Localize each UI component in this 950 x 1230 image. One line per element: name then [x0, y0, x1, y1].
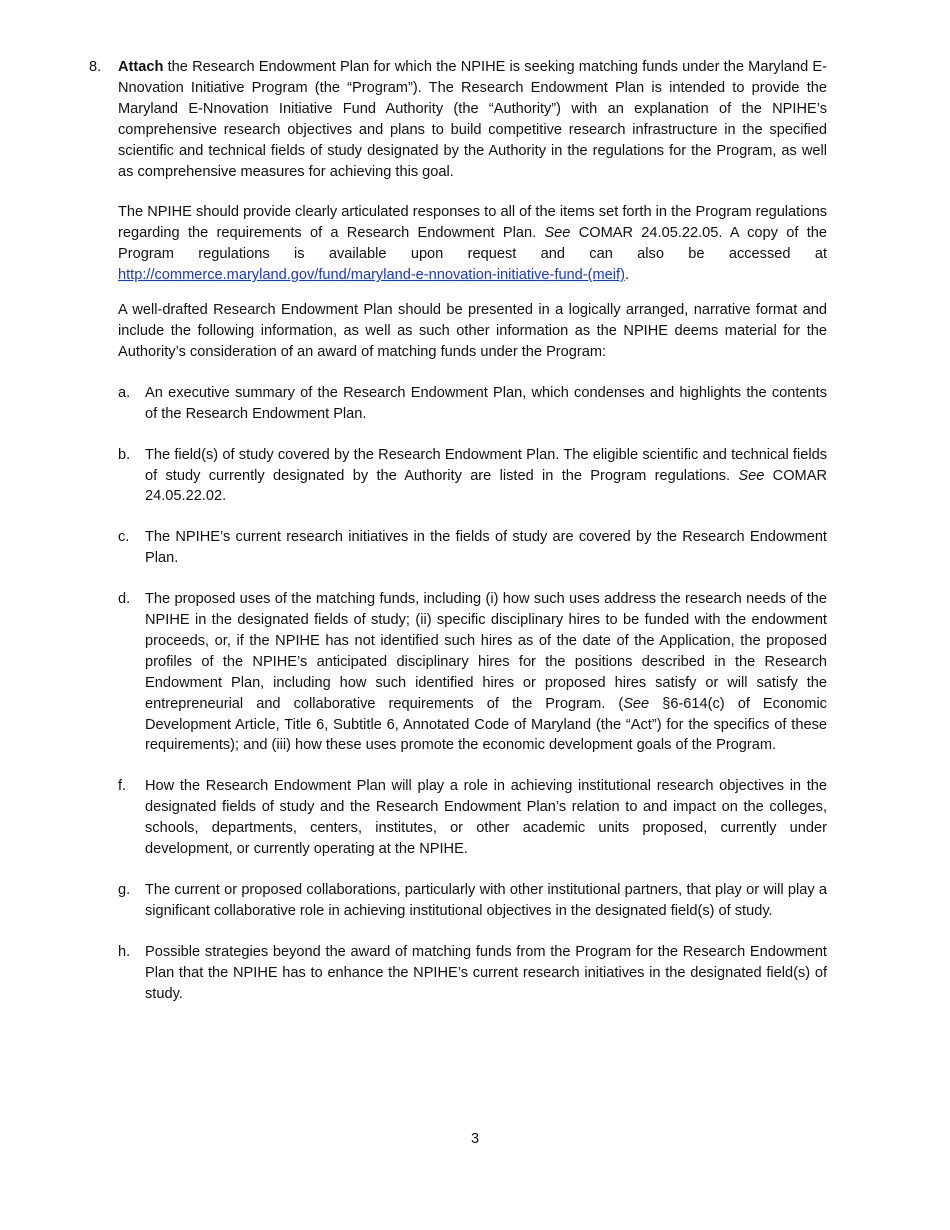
list-item-h	[118, 942, 827, 1005]
list-item-text: The NPIHE’s current research initiatives in the fields of study are covered by the Research Endowment Plan.	[145, 529, 827, 567]
lead-paragraph: A well-drafted Research Endowment Plan should be presented in a logically arranged, narrative format and include the following information, as well as such other information as the NPIHE deems material for the Authority’s consideration of an award of matching funds under the Program:	[118, 302, 827, 360]
list-item-text: How the Research Endowment Plan will play a role in achieving institutional research objectives in the designated fields of study and the Research Endowment Plan’s relation to and impact on the colleges, schools, departments, centers, institutes, or other academic units proposed, currently under development, or currently operating at the NPIHE.	[145, 778, 827, 858]
list-label: c.	[118, 529, 130, 546]
see-reference: See	[738, 467, 765, 484]
regulations-link[interactable]: http://commerce.maryland.gov/fund/maryland-e-nnovation-initiative-fund-(meif)	[118, 267, 625, 284]
list-item-text: The proposed uses of the matching funds, including (i) how such uses address the research needs of the NPIHE in the designated fields of study; (ii) specific disciplinary hires to be funded with the endowment proceeds, or, if the NPIHE has not identified such hires as of the date of the Application, the proposed profiles of the NPIHE’s anticipated disciplinary hires for the positions described in the Research Endowment Plan, including how such identified hires or proposed hires satisfy or will satisfy the entrepreneurial and collaborative requirements of the Program. (	[145, 591, 827, 712]
list-item-text: The current or proposed collaborations, particularly with other institutional partners, that play or will play a significant collaborative role in achieving institutional objectives in the designated field(s) of study.	[145, 882, 827, 919]
list-label: f.	[118, 778, 127, 795]
intro-text: the Research Endowment Plan for which the NPIHE is seeking matching funds under the Maryland E-Nnovation Initiative Program (the “Program”). The Research Endowment Plan is intended to provide the Maryland E-Nnovation Initiative Fund Authority (the “Authority”) with an explanation of the NPIHE’s comprehensive research objectives and plans to build competitive research infrastructure in the specified scientific and technical fields of study designated by the Authority in the regulations for the Program, as well as comprehensive measures for achieving this goal.	[118, 59, 827, 180]
regulations-paragraph	[118, 202, 827, 286]
attach-keyword: Attach	[118, 59, 164, 75]
list-item-text: An executive summary of the Research Endowment Plan, which condenses and highlights the contents of the Research Endowment Plan.	[145, 384, 827, 422]
intro-paragraph	[118, 57, 827, 182]
item-content	[118, 57, 827, 1025]
list-item-d	[118, 589, 827, 756]
see-reference: See	[623, 695, 650, 712]
regulations-text-middle: COMAR 24.05.22.05. A copy of the Program regulations is available upon request and can also be accessed at	[118, 225, 827, 263]
item-number: 8.	[89, 59, 102, 75]
see-reference: See	[544, 225, 571, 242]
list-item-c	[118, 527, 827, 569]
list-item-tail: COMAR 24.05.22.02.	[145, 467, 827, 505]
list-item-tail: §6-614(c) of Economic Development Article, Title 6, Subtitle 6, Annotated Code of Maryland (the “Act”) for the specifics of these requirements); and (iii) how these uses promote the economic development goals of the Program.	[145, 695, 827, 754]
regulations-text-before: The NPIHE should provide clearly articulated responses to all of the items set forth in the Program regulations regarding the requirements of a Research Endowment Plan.	[118, 204, 827, 242]
list-label: a.	[118, 384, 131, 401]
list-item-g	[118, 880, 827, 922]
list-item-a	[118, 383, 827, 425]
list-item-b	[118, 445, 827, 508]
regulations-text-after: .	[624, 267, 630, 284]
list-label: d.	[118, 591, 131, 608]
list-label: h.	[118, 943, 131, 960]
page-number: 3	[470, 1131, 480, 1147]
list-label: b.	[118, 446, 131, 463]
requirements-list	[118, 383, 827, 1005]
list-item-f	[118, 776, 827, 860]
list-item-text: The field(s) of study covered by the Research Endowment Plan. The eligible scientific and technical fields of study currently designated by the Authority are listed in the Program regulations.	[145, 446, 827, 484]
list-label: g.	[118, 882, 131, 898]
list-item-text: Possible strategies beyond the award of matching funds from the Program for the Research Endowment Plan that the NPIHE has to enhance the NPIHE’s current research initiatives in the designated field(s) of study.	[145, 943, 827, 1002]
